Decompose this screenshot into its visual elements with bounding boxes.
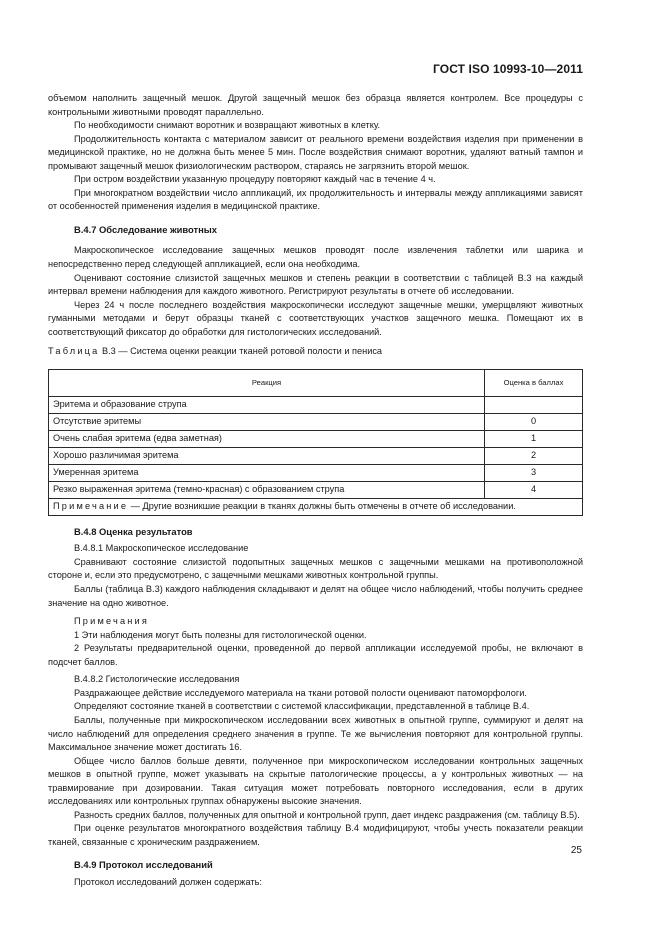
subsection-title: В.4.8.1 Макроскопическое исследование [74,543,249,554]
table-caption-text: В.3 — Система оценки реакции тканей ротовой полости и пениса [99,346,383,357]
reaction-cell: Хорошо различимая эритема [49,447,485,464]
paragraph: Определяют состояние тканей в соответствии с системой классификации, представленной в таблице В.4. [74,701,530,712]
table-row [49,430,583,447]
reaction-cell: Эритема и образование струпа [49,396,485,413]
score-cell: 1 [485,430,583,447]
paragraph: Сравнивают состояние слизистой подопытных защечных мешков с защечными мешками на противоположной стороне и, если это предусмотрено, с защечными мешками животных контрольной группы. [48,556,583,581]
table-row [49,396,583,413]
reaction-cell: Резко выраженная эритема (темно-красная) с образованием струпа [49,481,485,498]
table-row [49,481,583,498]
table-row [49,464,583,481]
paragraph: Разность средних баллов, полученных для опытной и контрольной групп, дает индекс раздражения (см. таблицу В.5). [74,809,580,820]
page-content [48,92,583,890]
paragraph: При остром воздействии указанную процедуру повторяют каждый час в течение 4 ч. [74,174,436,185]
score-cell [485,396,583,413]
table-note-label: Примечание [53,501,129,512]
paragraph: Продолжительность контакта с материалом зависит от реального времени воздействия изделия при применении в медицинской практике, но не должна быть менее 5 мин. После воздействия снимают воротник, удаляют ватный тампон и промывают защечный мешок физиологическим раствором, стараясь не загрязнить второй мешок. [48,133,583,171]
score-cell: 0 [485,413,583,430]
table-note [49,498,583,515]
score-cell: 4 [485,481,583,498]
table-row [49,413,583,430]
notes-title: Примечания [74,616,150,627]
paragraph: Оценивают состояние слизистой защечных мешков и степень реакции в соответствии с таблицей В.3 на каждый интервал времени наблюдения для каждого животного. Регистрируют результаты в отчете об исследовании. [48,272,583,297]
reaction-cell: Отсутствие эритемы [49,413,485,430]
score-cell: 2 [485,447,583,464]
paragraph: Протокол исследований должен содержать: [74,876,262,887]
table-note-row [49,498,583,515]
page-number: 25 [570,845,582,856]
section-heading-b48: В.4.8 Оценка результатов [74,525,193,537]
paragraph: Через 24 ч после последнего воздействия макроскопически исследуют защечные мешки, умерщвляют животных гуманными методами и берут образцы тканей с соответствующих участков защечного мешка. Помещают их в соответствующий фиксатор до обработки для гистологических исследований. [48,299,583,337]
score-cell: 3 [485,464,583,481]
reaction-score-table [48,369,583,516]
table-caption [48,345,583,359]
subsection-title: В.4.8.2 Гистологические исследования [74,674,240,685]
column-header-reaction: Реакция [49,369,485,396]
table-row [49,447,583,464]
note-item: 2 Результаты предварительной оценки, проведенной до первой аппликации исследуемой пробы, не включают в подсчет баллов. [48,643,583,667]
note-item: 1 Эти наблюдения могут быть полезны для гистологической оценки. [74,629,367,640]
paragraph: Раздражающее действие исследуемого материала на ткани ротовой полости оценивают патоморфологи. [74,687,527,698]
document-header: ГОСТ ISO 10993-10—2011 [433,62,583,76]
column-header-score: Оценка в баллах [485,369,583,396]
section-heading-b49: В.4.9 Протокол исследований [74,859,213,871]
paragraph: При оценке результатов многократного воздействия таблицу В.4 модифицируют, чтобы учесть показатели реакции тканей, связанные с хроническим раздражением. [48,823,583,847]
paragraph: По необходимости снимают воротник и возвращают животных в клетку. [74,120,381,131]
paragraph: Баллы (таблица В.3) каждого наблюдения складывают и делят на общее число наблюдений, чтобы получить среднее значение на одно животное. [48,584,583,608]
table-note-text: — Другие возникшие реакции в тканях должны быть отмечены в отчете об исследовании. [128,501,516,512]
section-heading-b47: В.4.7 Обследование животных [74,223,218,235]
paragraph: объемом наполнить защечный мешок. Другой защечный мешок без образца является контролем. Все процедуры с контрольными животными проводят параллельно. [48,93,583,117]
table-header-row [49,369,583,396]
table-caption-label: Таблица [48,346,100,357]
reaction-cell: Очень слабая эритема (едва заметная) [49,430,485,447]
paragraph: При многократном воздействии число аппликаций, их продолжительность и интервалы между аппликациями зависят от особенностей применения изделия в медицинской практике. [48,187,583,212]
reaction-cell: Умеренная эритема [49,464,485,481]
paragraph: Общее число баллов больше девяти, полученное при микроскопическом исследовании контрольных защечных мешков в опытной группе, может указывать на скрытые патологические процессы, а у контрольных животных — на травмирование при дозировании. Такая ситуация может потребовать повторного исследования, если в других исследованиях или контрольных группах обнаружены высокие значения. [48,755,583,807]
paragraph: Макроскопическое исследование защечных мешков проводят после извлечения таблетки или шарика и непосредственно перед следующей аппликацией, если она необходима. [48,245,583,270]
paragraph: Баллы, полученные при микроскопическом исследовании всех животных в опытной группе, суммируют и делят на число наблюдений для определения среднего значения в группе. Те же вычисления повторяют для контрольной группы. Максимальное значение может достигать 16. [48,714,583,753]
